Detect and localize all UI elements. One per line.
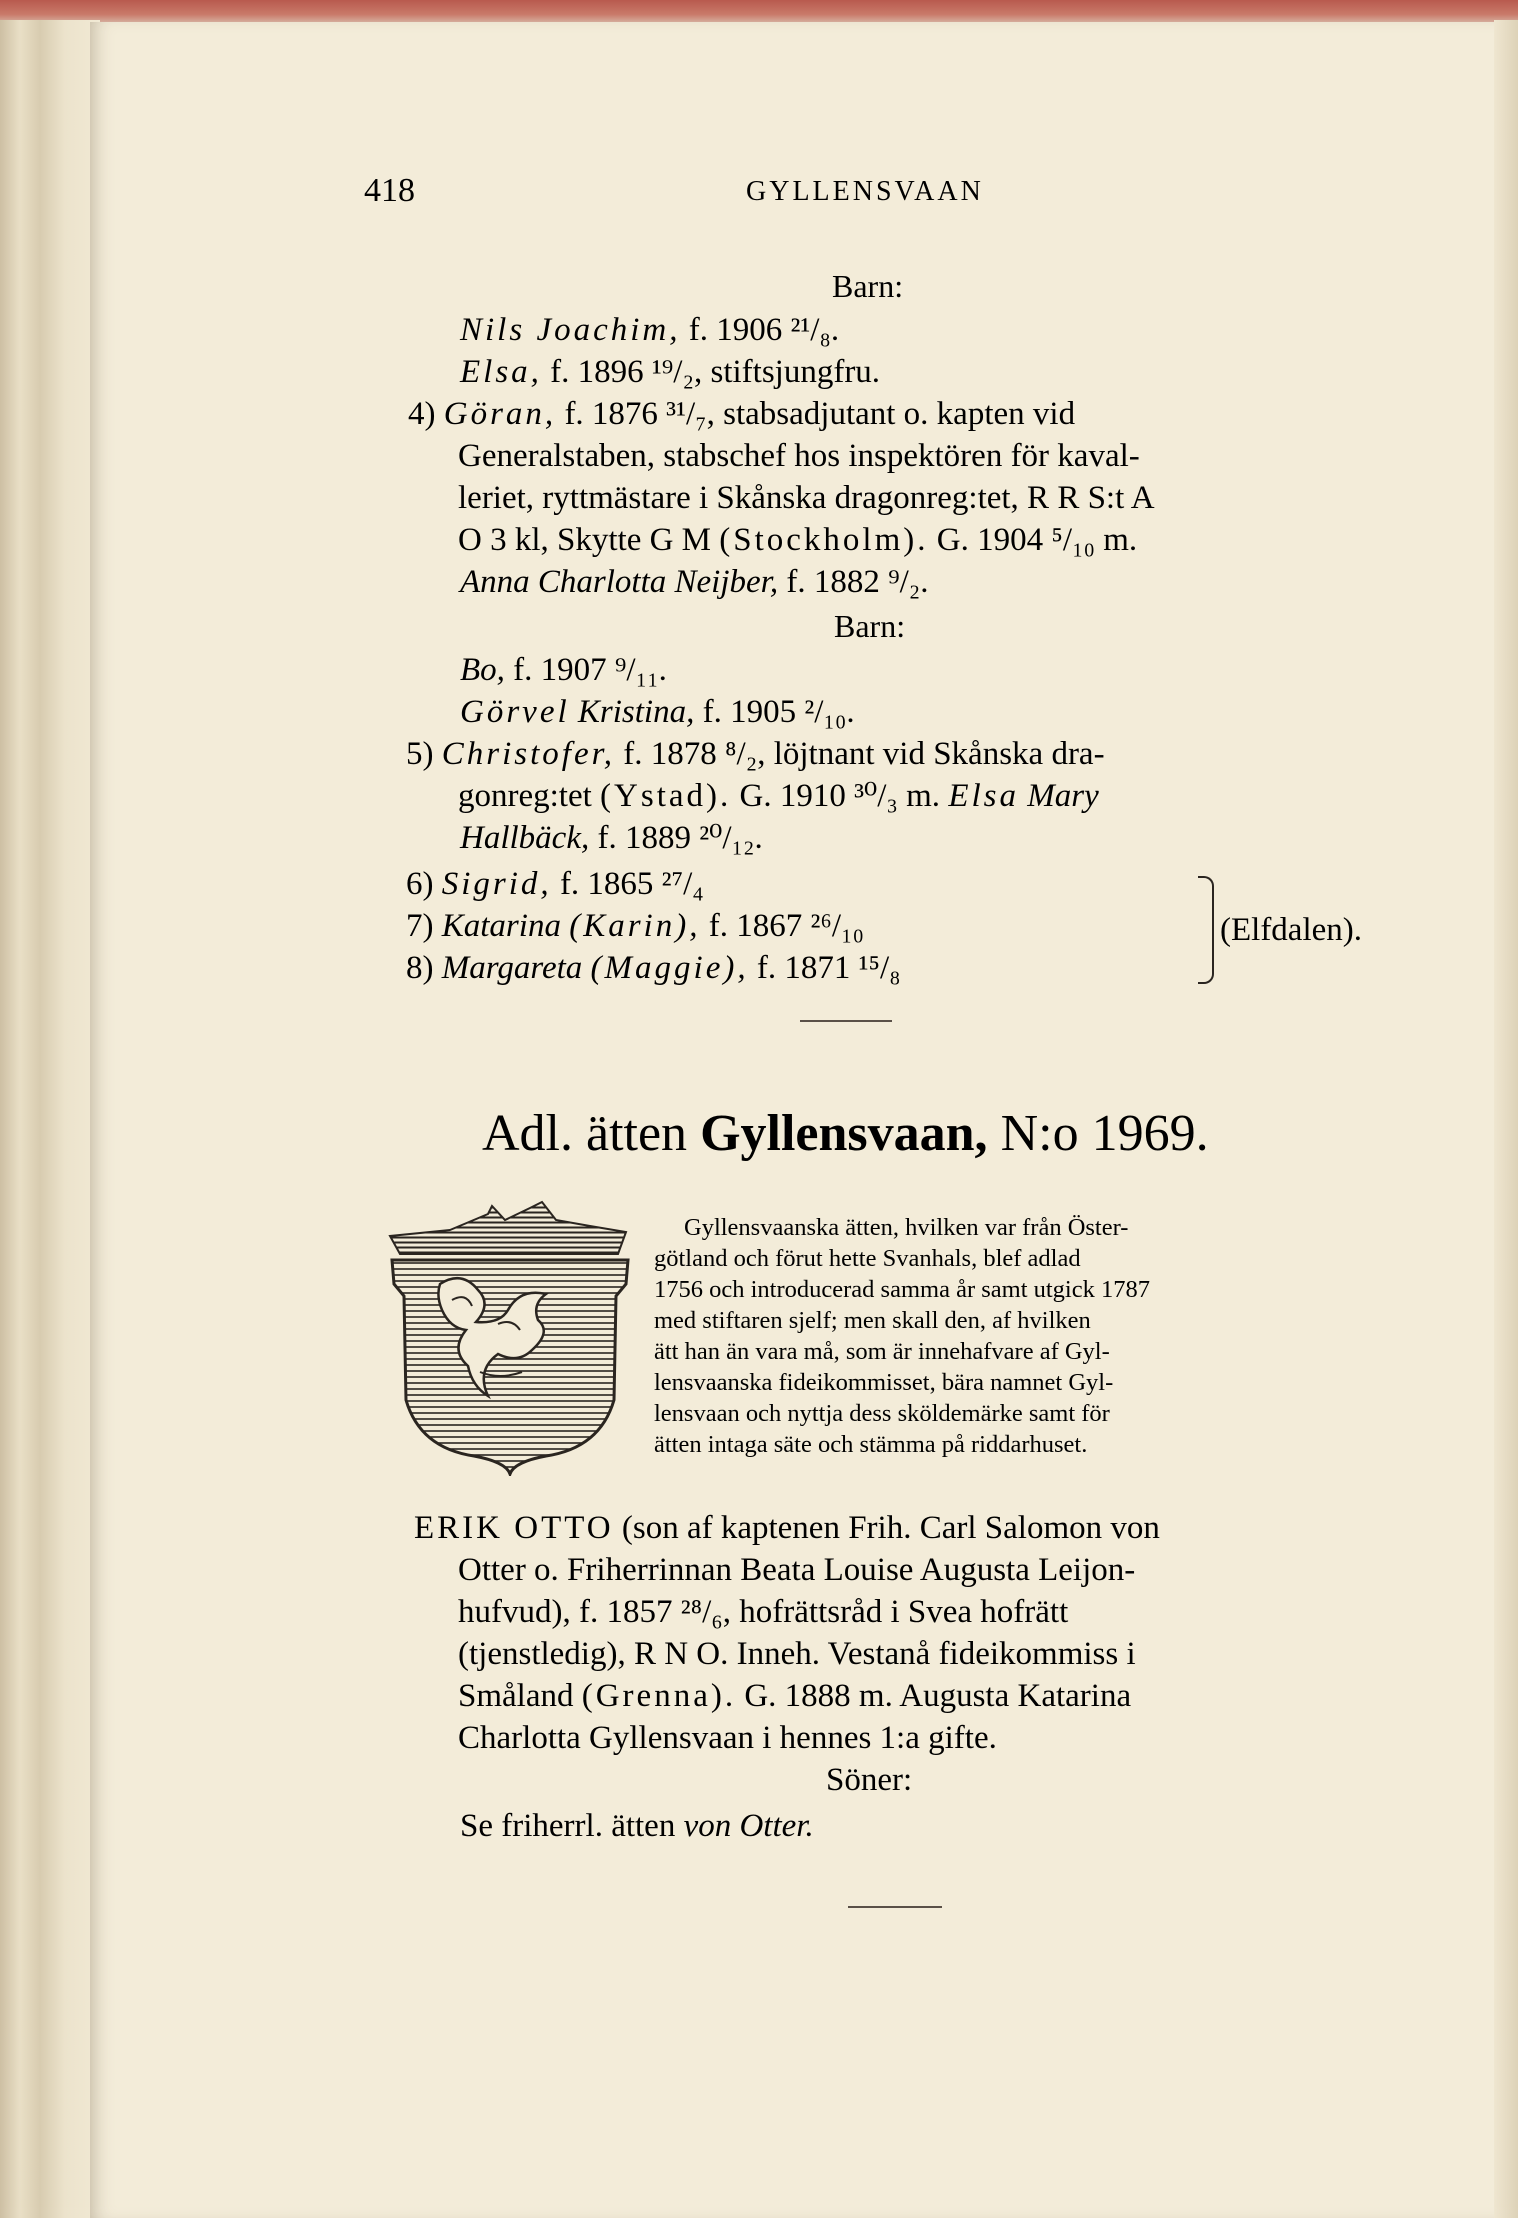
entry-text: G. 1904 ⁵/₁₀ m. [936,522,1138,558]
barn-heading-2: Barn: [834,608,906,644]
child-name: Bo, [460,652,505,688]
entry-christofer [406,734,1105,774]
entry-name: (Maggie), [590,950,749,986]
entry-number: 8) [406,950,434,986]
entry-bo [460,650,667,690]
spouse-detail: f. 1889 ²⁰/₁₂. [597,820,763,856]
page-right-edge [1494,20,1518,2218]
entry-text: O 3 kl, Skytte G M [458,522,712,558]
erik-entry-line6: Charlotta Gyllensvaan i hennes 1:a gifte. [458,1720,997,1756]
entry-nils [460,310,839,350]
title-family-name: Gyllensvaan, [700,1105,988,1162]
page-gutter [0,20,100,2218]
entry-name: Margareta [441,950,583,986]
child-name: Elsa, [460,354,542,390]
entry-text: gonreg:tet [458,778,592,814]
entry-number: 5) [406,736,434,772]
title-part: Adl. ätten [482,1105,688,1162]
child-name: Kristina, [577,694,695,730]
place-name: (Grenna). [581,1678,737,1714]
entry-number: 7) [406,908,434,944]
entry-text: G. 1888 m. Augusta Katarina [744,1678,1132,1714]
intro-line-8: ätten intaga säte och stämma på riddarhuset. [654,1431,1088,1458]
entry-goran-line3: leriet, ryttmästare i Skånska dragonreg:tet, R R S:t A [458,480,1155,516]
entry-margareta [406,948,901,988]
see-reference [460,1806,814,1846]
entry-text: f. 1865 ²⁷/₄ [559,866,704,902]
entry-name: Sigrid, [441,866,552,902]
end-divider [848,1906,942,1908]
page-number: 418 [364,172,415,209]
soner-heading: Söner: [826,1762,913,1798]
child-name: Görvel [460,694,570,730]
spouse-name: Elsa [948,778,1019,814]
entry-text: Se friherrl. ätten [460,1808,676,1844]
erik-entry-line4: (tjenstledig), R N O. Inneh. Vestanå fideikommiss i [458,1636,1136,1672]
child-name: Nils Joachim, [460,312,681,348]
erik-entry-line2: Otter o. Friherrinnan Beata Louise Augusta Leijon- [458,1552,1136,1588]
entry-number: 6) [406,866,434,902]
entry-text: f. 1871 ¹⁵/₈ [756,950,901,986]
entry-gorvel [460,692,855,732]
spouse-detail: f. 1882 ⁹/₂. [786,564,929,600]
child-detail: f. 1907 ⁹/₁₁. [513,652,667,688]
entry-goran-wife [460,562,929,602]
entry-goran-line2: Generalstaben, stabschef hos inspektören för kaval- [458,438,1140,474]
child-detail: f. 1896 ¹⁹/₂, stiftsjungfru. [550,354,881,390]
entry-text: f. 1867 ²⁶/₁₀ [708,908,865,944]
erik-entry-line1 [414,1508,1160,1548]
intro-line-2: götland och förut hette Svanhals, blef adlad [654,1245,1081,1272]
entry-name: (Karin), [569,908,701,944]
erik-entry-line3: hufvud), f. 1857 ²⁸/₆, hofrättsråd i Svea hofrätt [458,1594,1069,1630]
entry-text: (son af kaptenen Frih. Carl Salomon von [621,1510,1160,1546]
entry-goran [408,394,1075,434]
section-title [482,1104,1209,1163]
barn-heading-1: Barn: [832,268,904,304]
person-name: ERIK OTTO [414,1510,614,1546]
intro-line-5: ätt han än vara må, som är innehafvare af Gyl- [654,1338,1110,1365]
entry-christofer-wife [460,818,763,858]
entry-goran-line4 [458,520,1137,560]
spouse-name: Hallbäck, [460,820,590,856]
entry-text: G. 1910 ³⁰/₃ m. [739,778,941,814]
spouse-name: Mary [1027,778,1099,814]
entry-name: Göran, [443,396,557,432]
intro-line-7: lensvaan och nyttja dess sköldemärke samt för [654,1400,1110,1427]
intro-line-6: lensvaanska fideikommisset, bära namnet Gyl- [654,1369,1114,1396]
brace-annotation: (Elfdalen). [1220,912,1363,948]
brace-top [1198,876,1214,928]
entry-elsa [460,352,880,392]
book-top-edge [0,0,1518,24]
entry-text: Småland [458,1678,574,1714]
entry-christofer-line2 [458,776,1099,816]
intro-line-4: med stiftaren sjelf; men skall den, af hvilken [654,1307,1091,1334]
title-number: N:o 1969. [1000,1105,1209,1162]
family-reference: von Otter. [683,1808,814,1844]
erik-entry-line5 [458,1676,1131,1716]
intro-line-1: Gyllensvaanska ätten, hvilken var från Öster- [684,1214,1129,1241]
entry-text: f. 1878 ⁸/₂, löjtnant vid Skånska dra- [623,736,1105,772]
entry-name: Katarina [441,908,561,944]
section-divider [800,1020,892,1022]
entry-sigrid [406,864,704,904]
entry-katarina [406,906,864,946]
child-detail: f. 1906 ²¹/₈. [688,312,840,348]
place-name: (Stockholm). [719,522,929,558]
child-detail: f. 1905 ²/₁₀. [702,694,855,730]
spouse-name: Anna Charlotta Neijber, [460,564,779,600]
entry-number: 4) [408,396,436,432]
place-name: (Ystad). [600,778,732,814]
intro-line-3: 1756 och introducerad samma år samt utgick 1787 [654,1276,1150,1303]
coat-of-arms-image [380,1200,640,1476]
entry-name: Christofer, [441,736,616,772]
running-title: GYLLENSVAAN [746,176,984,207]
entry-text: f. 1876 ³¹/₇, stabsadjutant o. kapten vid [564,396,1076,432]
brace-bottom [1198,926,1214,984]
